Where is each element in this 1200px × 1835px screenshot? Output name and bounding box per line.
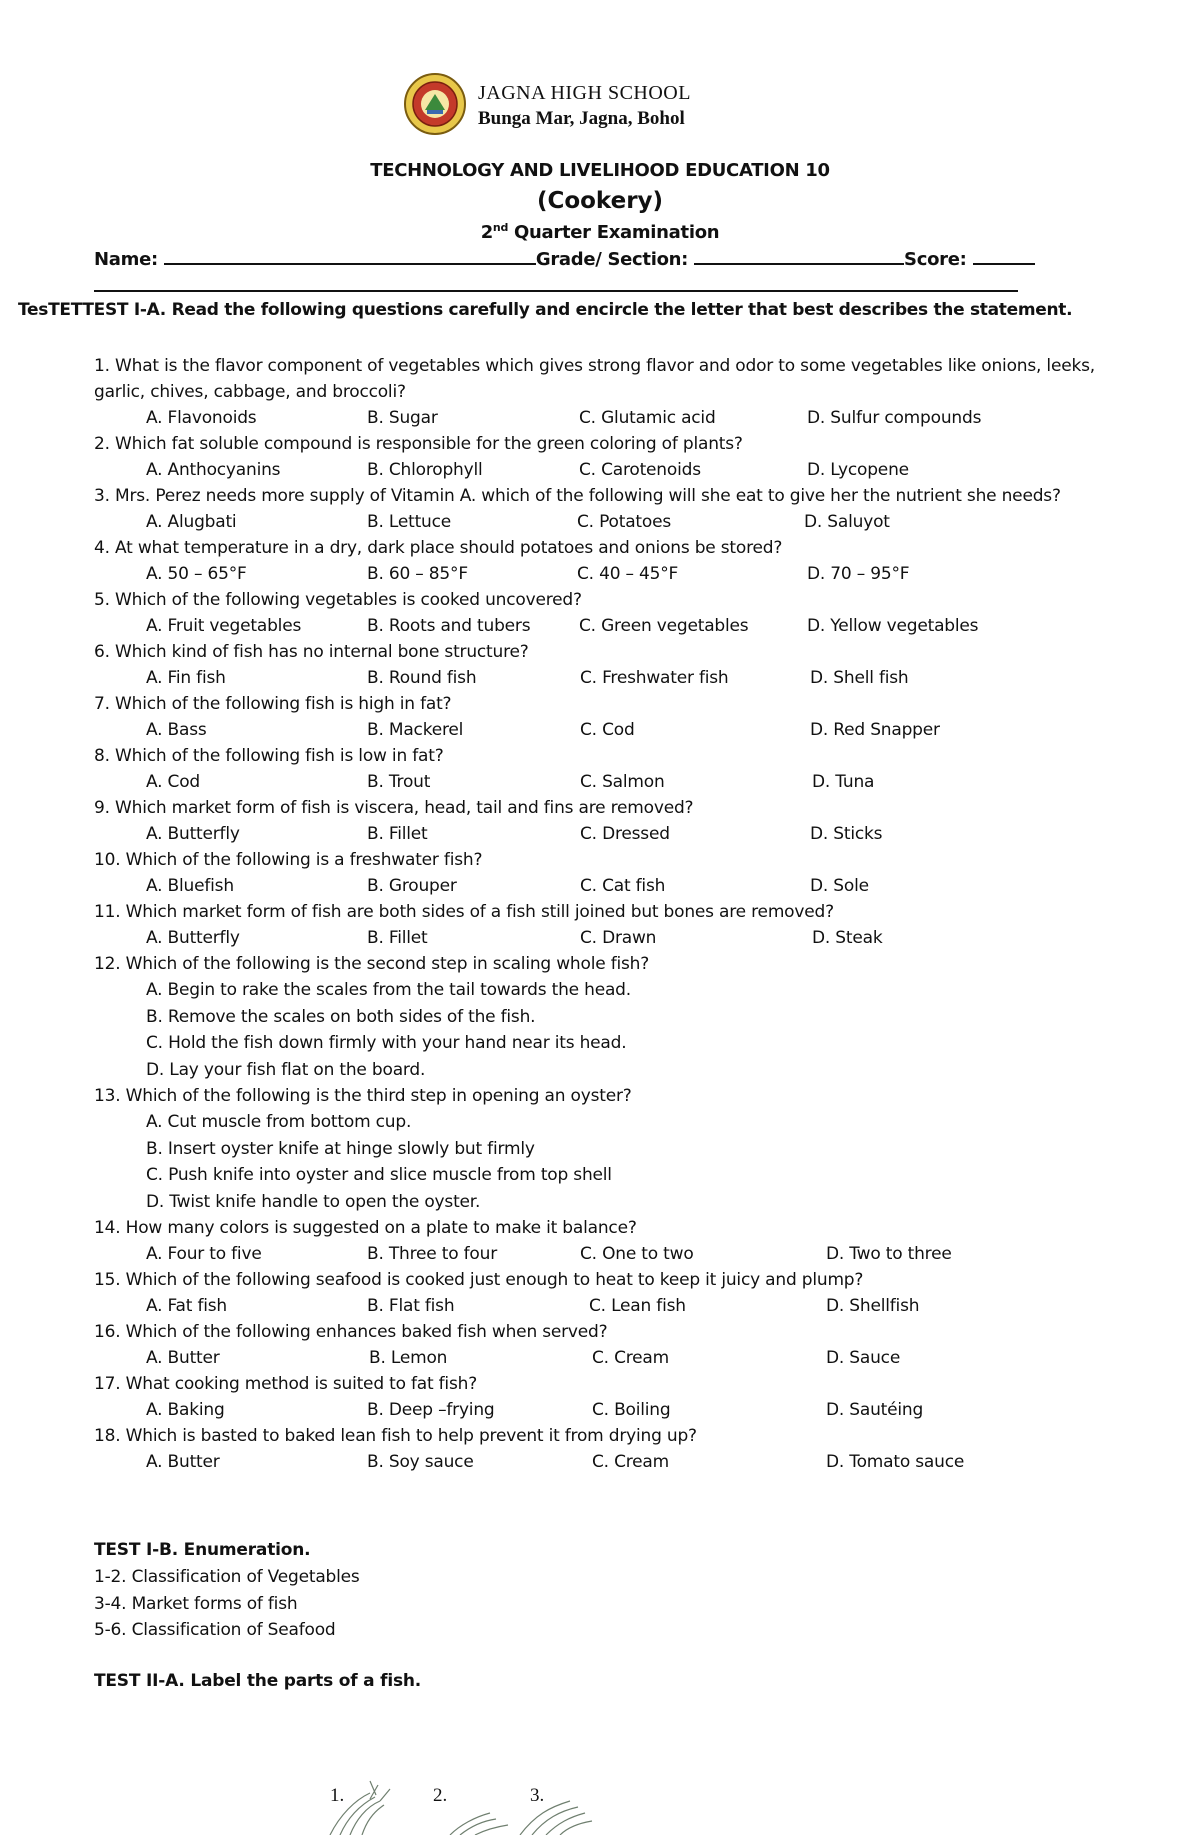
question-text: 17. What cooking method is suited to fat fish? [94, 1374, 478, 1394]
answer-choice[interactable]: C. Lean fish [589, 1296, 686, 1316]
question-item [94, 1371, 1104, 1423]
answer-options [146, 457, 1104, 483]
answer-choice[interactable]: D. Sole [810, 876, 869, 896]
quarter-title [0, 221, 1200, 243]
answer-choice[interactable]: A. Cod [146, 772, 201, 792]
answer-choice[interactable]: D. Lycopene [807, 460, 909, 480]
question-item [94, 1083, 1104, 1215]
answer-choice[interactable]: D. Shellfish [826, 1296, 920, 1316]
question-text: 6. Which kind of fish has no internal bone structure? [94, 642, 529, 662]
answer-choice[interactable]: C. Boiling [592, 1400, 671, 1420]
question-text: 5. Which of the following vegetables is cooked uncovered? [94, 590, 582, 610]
course-title: (Cookery) [536, 188, 664, 214]
question-item [94, 535, 1104, 587]
answer-options [146, 1397, 1104, 1423]
score-field[interactable] [973, 249, 1035, 265]
score-label: Score: [904, 249, 967, 270]
answer-options [146, 821, 1104, 847]
answer-choice[interactable]: B. Lettuce [367, 512, 452, 532]
answer-options [146, 873, 1104, 899]
answer-choice[interactable]: C. Hold the fish down firmly with your hand near its head. [146, 1033, 627, 1053]
answer-choice[interactable]: B. Chlorophyll [367, 460, 483, 480]
answer-options [146, 665, 1104, 691]
question-item [94, 1215, 1104, 1267]
answer-choice[interactable]: C. Salmon [580, 772, 665, 792]
answer-choice[interactable]: C. Glutamic acid [579, 408, 716, 428]
answer-choice[interactable]: B. Fillet [367, 824, 428, 844]
enumeration-item: 3-4. Market forms of fish [94, 1593, 298, 1614]
answer-choice[interactable]: C. Cream [592, 1348, 670, 1368]
question-item [94, 899, 1104, 951]
answer-choice[interactable]: D. Tuna [812, 772, 875, 792]
question-item [94, 743, 1104, 795]
grade-label: Grade/ Section: [535, 249, 689, 270]
answer-choice[interactable]: A. Butterfly [146, 824, 240, 844]
answer-choice[interactable]: C. One to two [580, 1244, 694, 1264]
answer-choice[interactable]: C. Carotenoids [579, 460, 701, 480]
answer-choice[interactable]: B. Remove the scales on both sides of the fish. [146, 1006, 536, 1027]
answer-choice[interactable]: D. Shell fish [810, 668, 909, 688]
question-text: 8. Which of the following fish is low in fat? [94, 746, 444, 766]
answer-choice[interactable]: D. Lay your fish flat on the board. [146, 1059, 426, 1080]
question-list [94, 353, 1104, 1475]
quarter-text: Quarter Examination [508, 222, 720, 243]
fish-part-label-3: 3. [530, 1785, 545, 1806]
school-seal-icon [403, 72, 467, 136]
answer-choice[interactable]: A. Four to five [146, 1244, 262, 1264]
answer-choice[interactable]: A. Alugbati [146, 512, 237, 532]
school-address: Bunga Mar, Jagna, Bohol [478, 108, 685, 129]
question-text: 13. Which of the following is the third step in opening an oyster? [94, 1086, 632, 1106]
answer-choice[interactable]: D. Two to three [826, 1244, 952, 1264]
answer-options [146, 561, 1104, 587]
answer-choice[interactable]: A. Fruit vegetables [146, 616, 302, 636]
answer-choice[interactable]: A. Baking [146, 1400, 225, 1420]
answer-choice[interactable]: A. Bluefish [146, 876, 234, 896]
question-text: 2. Which fat soluble compound is responsible for the green coloring of plants? [94, 434, 743, 454]
question-text: 3. Mrs. Perez needs more supply of Vitamin A. which of the following will she eat to give her the nutrient she needs? [94, 486, 1061, 506]
quarter-number: 2 [480, 222, 493, 243]
answer-choice[interactable]: D. Sticks [810, 824, 883, 844]
answer-choice[interactable]: C. Freshwater fish [580, 668, 729, 688]
answer-options [146, 977, 1104, 1083]
question-text: 7. Which of the following fish is high in fat? [94, 694, 452, 714]
test-1b-section [94, 1536, 360, 1644]
answer-choice[interactable]: B. Soy sauce [367, 1452, 474, 1472]
answer-options [146, 1345, 1104, 1371]
answer-choice[interactable]: C. Cod [580, 720, 635, 740]
answer-choice[interactable]: D. Tomato sauce [826, 1452, 965, 1472]
question-item [94, 1267, 1104, 1319]
answer-options [146, 1293, 1104, 1319]
answer-choice[interactable]: A. Flavonoids [146, 408, 257, 428]
question-item [94, 353, 1104, 431]
question-text: 4. At what temperature in a dry, dark place should potatoes and onions be stored? [94, 538, 783, 558]
fish-part-label-2: 2. [433, 1785, 448, 1806]
answer-choice[interactable]: D. Yellow vegetables [807, 616, 979, 636]
question-text: 9. Which market form of fish is viscera, head, tail and fins are removed? [94, 798, 694, 818]
question-item [94, 847, 1104, 899]
answer-choice[interactable]: C. Cream [592, 1452, 670, 1472]
test-2a-title: TEST II-A. Label the parts of a fish. [94, 1671, 422, 1691]
question-text: 14. How many colors is suggested on a plate to make it balance? [94, 1218, 637, 1238]
answer-options [146, 925, 1104, 951]
answer-choice[interactable]: B. Mackerel [367, 720, 464, 740]
answer-options [146, 1109, 1104, 1215]
answer-options [146, 405, 1104, 431]
answer-options [146, 769, 1104, 795]
name-label: Name: [94, 249, 158, 270]
name-field[interactable] [164, 249, 536, 265]
answer-choice[interactable]: B. Sugar [367, 408, 438, 428]
fish-part-label-1: 1. [330, 1785, 345, 1806]
grade-section-field[interactable] [694, 249, 904, 265]
answer-choice[interactable]: A. Fin fish [146, 668, 226, 688]
answer-choice[interactable]: D. Red Snapper [810, 720, 940, 740]
answer-choice[interactable]: D. Sulfur compounds [807, 408, 982, 428]
enumeration-item: 1-2. Classification of Vegetables [94, 1567, 360, 1587]
answer-choice[interactable]: C. Drawn [580, 928, 657, 948]
question-item [94, 1423, 1104, 1475]
answer-choice[interactable]: A. Butterfly [146, 928, 240, 948]
test-1b-title: TEST I-B. Enumeration. [94, 1540, 311, 1560]
answer-choice[interactable]: B. Roots and tubers [367, 616, 531, 636]
answer-choice[interactable]: B. Deep –frying [367, 1400, 495, 1420]
answer-choice[interactable]: C. Green vegetables [579, 616, 749, 636]
answer-choice[interactable]: B. Flat fish [367, 1296, 455, 1316]
answer-choice[interactable]: B. Three to four [367, 1244, 497, 1264]
answer-options [146, 1449, 1104, 1475]
answer-choice[interactable]: C. Cat fish [580, 876, 666, 896]
question-item [94, 795, 1104, 847]
question-text: 11. Which market form of fish are both sides of a fish still joined but bones are removed? [94, 902, 834, 922]
answer-options [146, 1241, 1104, 1267]
answer-choice[interactable]: B. Grouper [367, 876, 457, 896]
answer-choice[interactable]: A. Bass [146, 720, 207, 740]
answer-options [146, 717, 1104, 743]
quarter-suffix: nd [492, 221, 509, 234]
answer-options [146, 509, 1104, 535]
answer-choice[interactable]: D. Steak [812, 928, 883, 948]
answer-choice[interactable]: B. Fillet [367, 928, 428, 948]
answer-choice[interactable]: D. Twist knife handle to open the oyster. [146, 1191, 481, 1212]
question-item [94, 431, 1104, 483]
answer-choice[interactable]: A. 50 – 65°F [146, 564, 247, 584]
student-info-line [94, 249, 1019, 270]
question-item [94, 587, 1104, 639]
answer-options [146, 613, 1104, 639]
school-name: JAGNA HIGH SCHOOL [478, 82, 691, 104]
answer-choice[interactable]: A. Begin to rake the scales from the tail towards the head. [146, 980, 631, 1000]
answer-choice[interactable]: C. Potatoes [577, 512, 671, 532]
question-item [94, 691, 1104, 743]
enumeration-item: 5-6. Classification of Seafood [94, 1620, 336, 1640]
header-divider [94, 290, 1018, 292]
answer-choice[interactable]: A. Anthocyanins [146, 460, 281, 480]
answer-choice[interactable]: A. Butter [146, 1452, 220, 1472]
answer-choice[interactable]: C. Push knife into oyster and slice muscle from top shell [146, 1165, 612, 1185]
question-text: 12. Which of the following is the second step in scaling whole fish? [94, 954, 650, 974]
question-text: 1. What is the flavor component of vegetables which gives strong flavor and odor to some vegetables like onions, leeks, garlic, chives, cabbage, and broccoli? [94, 356, 1095, 402]
question-text: 18. Which is basted to baked lean fish to help prevent it from drying up? [94, 1426, 697, 1446]
answer-choice[interactable]: A. Butter [146, 1348, 220, 1368]
answer-choice[interactable]: D. Saluyot [804, 512, 890, 532]
answer-choice[interactable]: C. Dressed [580, 824, 670, 844]
question-item [94, 951, 1104, 1083]
answer-choice[interactable]: A. Fat fish [146, 1296, 227, 1316]
fish-diagram-illustration [300, 1775, 700, 1835]
answer-choice[interactable]: D. 70 – 95°F [807, 564, 910, 584]
question-text: 16. Which of the following enhances baked fish when served? [94, 1322, 608, 1342]
answer-choice[interactable]: B. Insert oyster knife at hinge slowly but firmly [146, 1138, 535, 1159]
question-item [94, 1319, 1104, 1371]
test-1a-instructions: TesTETTEST I-A. Read the following questions carefully and encircle the letter that best describes the statement. [18, 300, 1073, 320]
answer-choice[interactable]: D. Sautéing [826, 1400, 924, 1420]
answer-choice[interactable]: B. 60 – 85°F [367, 564, 468, 584]
answer-choice[interactable]: B. Lemon [369, 1348, 448, 1368]
answer-choice[interactable]: B. Trout [367, 772, 431, 792]
subject-title: TECHNOLOGY AND LIVELIHOOD EDUCATION 10 [370, 160, 830, 181]
question-item [94, 639, 1104, 691]
answer-choice[interactable]: D. Sauce [826, 1348, 901, 1368]
answer-choice[interactable]: A. Cut muscle from bottom cup. [146, 1112, 412, 1132]
question-text: 15. Which of the following seafood is cooked just enough to heat to keep it juicy and plump? [94, 1270, 864, 1290]
answer-choice[interactable]: B. Round fish [367, 668, 477, 688]
answer-choice[interactable]: C. 40 – 45°F [577, 564, 679, 584]
question-item [94, 483, 1104, 535]
question-text: 10. Which of the following is a freshwater fish? [94, 850, 483, 870]
